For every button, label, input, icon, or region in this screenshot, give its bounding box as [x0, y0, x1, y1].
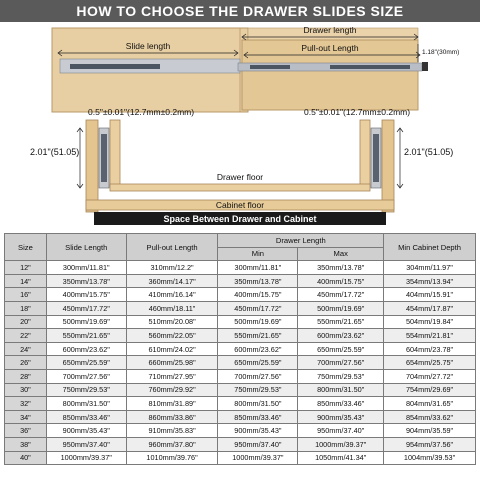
cell-pullout-length: 710mm/27.95" [126, 369, 218, 383]
drawer-length-label: Drawer length [303, 25, 357, 35]
cell-drawer-max: 800mm/31.50" [298, 383, 384, 397]
cell-min-cabinet-depth: 404mm/15.91" [384, 288, 476, 302]
cell-drawer-min: 500mm/19.69" [218, 315, 298, 329]
cell-drawer-max: 550mm/21.65" [298, 315, 384, 329]
cell-size: 12" [5, 261, 47, 275]
cell-pullout-length: 510mm/20.08" [126, 315, 218, 329]
cell-pullout-length: 310mm/12.2" [126, 261, 218, 275]
cell-pullout-length: 860mm/33.86" [126, 410, 218, 424]
cell-drawer-max: 500mm/19.69" [298, 301, 384, 315]
cell-min-cabinet-depth: 804mm/31.65" [384, 397, 476, 411]
header-max: Max [298, 247, 384, 261]
drawer-floor-label: Drawer floor [216, 172, 264, 182]
slide-diagram [0, 22, 480, 230]
cell-min-cabinet-depth: 504mm/19.84" [384, 315, 476, 329]
cell-pullout-length: 360mm/14.17" [126, 274, 218, 288]
height-right-label: 2.01"(51.05) [404, 147, 454, 157]
space-label: Space Between Drawer and Cabinet [163, 214, 317, 224]
cell-pullout-length: 760mm/29.92" [126, 383, 218, 397]
cell-drawer-max: 750mm/29.53" [298, 369, 384, 383]
cell-drawer-min: 400mm/15.75" [218, 288, 298, 302]
size-table [4, 233, 476, 465]
cell-drawer-min: 950mm/37.40" [218, 437, 298, 451]
cell-size: 18" [5, 301, 47, 315]
gap-right-label: 0.5"±0.01"(12.7mm±0.2mm) [304, 107, 411, 117]
table-row [5, 356, 476, 370]
table-body [5, 261, 476, 465]
table-row [5, 397, 476, 411]
cell-min-cabinet-depth: 554mm/21.81" [384, 329, 476, 343]
cell-drawer-max: 650mm/25.59" [298, 342, 384, 356]
table-row [5, 261, 476, 275]
gap-left-label: 0.5"±0.01"(12.7mm±0.2mm) [88, 107, 195, 117]
cell-drawer-min: 450mm/17.72" [218, 301, 298, 315]
cell-slide-length: 800mm/31.50" [46, 397, 126, 411]
cell-slide-length: 950mm/37.40" [46, 437, 126, 451]
cell-size: 38" [5, 437, 47, 451]
cell-slide-length: 850mm/33.46" [46, 410, 126, 424]
cell-drawer-max: 1050mm/41.34" [298, 451, 384, 465]
cell-drawer-min: 300mm/11.81" [218, 261, 298, 275]
cell-slide-length: 450mm/17.72" [46, 301, 126, 315]
cell-size: 20" [5, 315, 47, 329]
page-title: HOW TO CHOOSE THE DRAWER SLIDES SIZE [0, 0, 480, 22]
cell-slide-length: 650mm/25.59" [46, 356, 126, 370]
header-drawer-length: Drawer Length [218, 234, 384, 248]
header-slide-length: Slide Length [46, 234, 126, 261]
cell-drawer-max: 950mm/37.40" [298, 424, 384, 438]
cell-slide-length: 900mm/35.43" [46, 424, 126, 438]
cell-drawer-min: 350mm/13.78" [218, 274, 298, 288]
cell-drawer-max: 350mm/13.78" [298, 261, 384, 275]
cell-min-cabinet-depth: 604mm/23.78" [384, 342, 476, 356]
table-row [5, 451, 476, 465]
thickness-label: 1.18"(30mm) [422, 49, 460, 56]
header-min-cabinet-depth: Min Cabinet Depth [384, 234, 476, 261]
cell-drawer-max: 850mm/33.46" [298, 397, 384, 411]
cell-min-cabinet-depth: 704mm/27.72" [384, 369, 476, 383]
cell-pullout-length: 410mm/16.14" [126, 288, 218, 302]
table-row [5, 288, 476, 302]
cell-size: 26" [5, 356, 47, 370]
cell-drawer-max: 600mm/23.62" [298, 329, 384, 343]
cell-size: 40" [5, 451, 47, 465]
cell-pullout-length: 660mm/25.98" [126, 356, 218, 370]
cell-slide-length: 400mm/15.75" [46, 288, 126, 302]
cell-drawer-min: 850mm/33.46" [218, 410, 298, 424]
cell-slide-length: 600mm/23.62" [46, 342, 126, 356]
cell-drawer-max: 400mm/15.75" [298, 274, 384, 288]
header-size: Size [5, 234, 47, 261]
table-row [5, 274, 476, 288]
pullout-length-label: Pull-out Length [301, 43, 359, 53]
table-row [5, 424, 476, 438]
cell-drawer-max: 900mm/35.43" [298, 410, 384, 424]
cell-drawer-max: 1000mm/39.37" [298, 437, 384, 451]
cell-min-cabinet-depth: 304mm/11.97" [384, 261, 476, 275]
cell-size: 34" [5, 410, 47, 424]
cell-slide-length: 550mm/21.65" [46, 329, 126, 343]
cell-pullout-length: 560mm/22.05" [126, 329, 218, 343]
cell-pullout-length: 610mm/24.02" [126, 342, 218, 356]
cell-min-cabinet-depth: 904mm/35.59" [384, 424, 476, 438]
cell-slide-length: 500mm/19.69" [46, 315, 126, 329]
table-row [5, 342, 476, 356]
table-row [5, 329, 476, 343]
cell-drawer-min: 700mm/27.56" [218, 369, 298, 383]
table-row [5, 315, 476, 329]
cell-drawer-min: 900mm/35.43" [218, 424, 298, 438]
cell-drawer-min: 650mm/25.59" [218, 356, 298, 370]
cabinet-cross-section [86, 120, 394, 212]
cell-drawer-min: 1000mm/39.37" [218, 451, 298, 465]
cell-size: 30" [5, 383, 47, 397]
cell-min-cabinet-depth: 754mm/29.69" [384, 383, 476, 397]
table-row [5, 410, 476, 424]
cell-min-cabinet-depth: 654mm/25.75" [384, 356, 476, 370]
table-row [5, 383, 476, 397]
cell-pullout-length: 910mm/35.83" [126, 424, 218, 438]
height-left-label: 2.01"(51.05) [30, 147, 80, 157]
cell-size: 32" [5, 397, 47, 411]
cell-min-cabinet-depth: 954mm/37.56" [384, 437, 476, 451]
cell-drawer-min: 600mm/23.62" [218, 342, 298, 356]
cell-size: 36" [5, 424, 47, 438]
table-row [5, 369, 476, 383]
table-row [5, 437, 476, 451]
cabinet-floor-label: Cabinet floor [215, 200, 265, 210]
cell-pullout-length: 460mm/18.11" [126, 301, 218, 315]
cell-pullout-length: 1010mm/39.76" [126, 451, 218, 465]
table-row [5, 301, 476, 315]
cell-min-cabinet-depth: 454mm/17.87" [384, 301, 476, 315]
cell-pullout-length: 810mm/31.89" [126, 397, 218, 411]
cell-size: 16" [5, 288, 47, 302]
cell-slide-length: 750mm/29.53" [46, 383, 126, 397]
cell-drawer-max: 450mm/17.72" [298, 288, 384, 302]
cell-slide-length: 300mm/11.81" [46, 261, 126, 275]
cell-drawer-min: 800mm/31.50" [218, 397, 298, 411]
cell-size: 22" [5, 329, 47, 343]
cell-slide-length: 350mm/13.78" [46, 274, 126, 288]
cell-size: 24" [5, 342, 47, 356]
cell-min-cabinet-depth: 854mm/33.62" [384, 410, 476, 424]
cell-drawer-min: 550mm/21.65" [218, 329, 298, 343]
cell-drawer-min: 750mm/29.53" [218, 383, 298, 397]
cell-slide-length: 1000mm/39.37" [46, 451, 126, 465]
slide-length-label: Slide length [125, 41, 171, 51]
header-pullout-length: Pull-out Length [126, 234, 218, 261]
cell-min-cabinet-depth: 354mm/13.94" [384, 274, 476, 288]
header-min: Min [218, 247, 298, 261]
cell-min-cabinet-depth: 1004mm/39.53" [384, 451, 476, 465]
cell-drawer-max: 700mm/27.56" [298, 356, 384, 370]
cell-pullout-length: 960mm/37.80" [126, 437, 218, 451]
cell-slide-length: 700mm/27.56" [46, 369, 126, 383]
cell-size: 14" [5, 274, 47, 288]
cell-size: 28" [5, 369, 47, 383]
